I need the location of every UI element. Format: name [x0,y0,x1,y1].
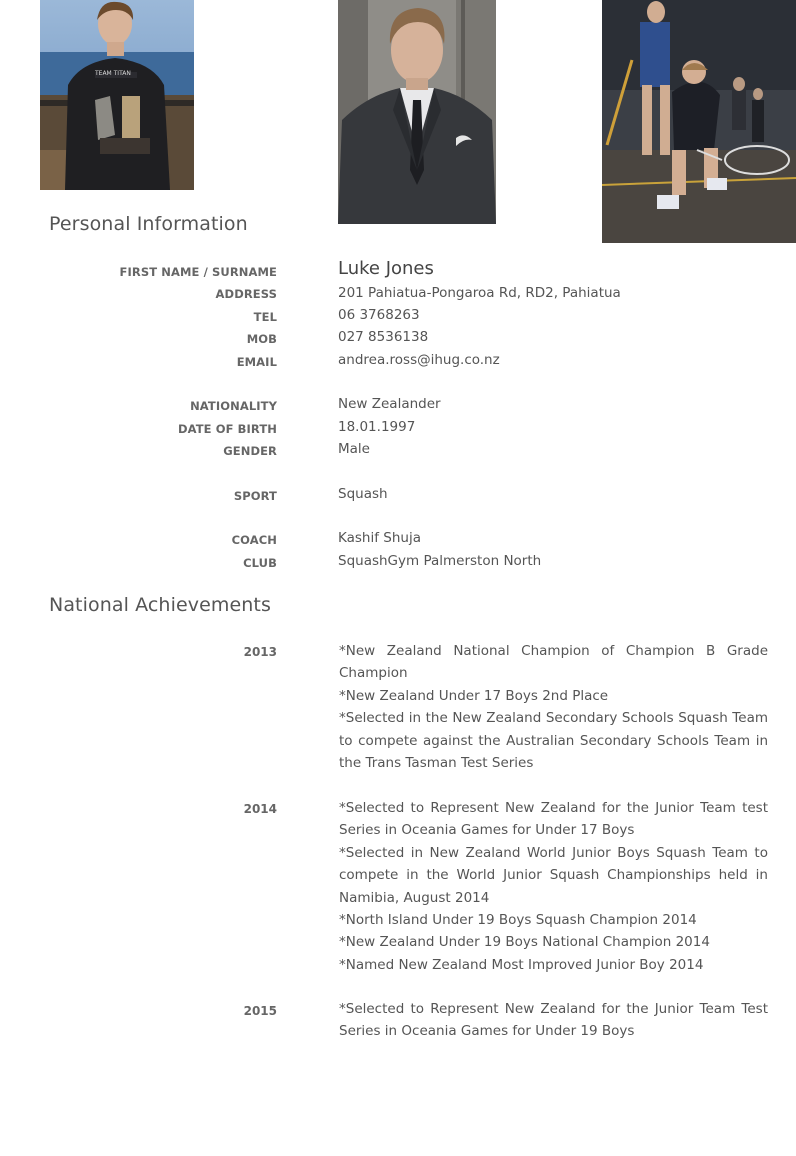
label-mob: MOB [246,332,277,346]
achievement-item: *Named New Zealand Most Improved Junior Boy 2014 [339,956,704,973]
value-name: Luke Jones [338,258,434,279]
label-email: EMAIL [236,355,277,369]
achievement-item: *Selected in the New Zealand Secondary Schools Squash Team to compete against the Australian Secondary Schools Team in the Trans Tasman Test Series [339,710,768,772]
value-mob: 027 8536138 [338,329,429,345]
achievement-year: 2014 [243,802,277,816]
achievement-item: *Selected to Represent New Zealand for the Junior Team test Series in Oceania Games for Under 17 Boys [339,800,768,839]
achievement-year: 2015 [243,1004,277,1018]
value-tel: 06 3768263 [338,307,420,323]
achievement-item: *Selected to Represent New Zealand for the Junior Team Test Series in Oceania Games for Under 19 Boys [339,1001,768,1040]
hoodie-text: TEAM TITAN [95,70,131,77]
label-tel: TEL [253,310,277,324]
label-name: FIRST NAME / SURNAME [119,265,277,279]
label-gender: GENDER [223,444,277,458]
label-dob: DATE OF BIRTH [177,422,277,436]
photo-suit-portrait [338,0,496,224]
label-coach: COACH [231,533,277,547]
label-sport: SPORT [233,489,277,503]
value-sport: Squash [338,486,388,502]
achievement-item: *Selected in New Zealand World Junior Boys Squash Team to compete in the World Junior Squash Championships held in Namibia, August 2014 [339,844,768,906]
value-email[interactable]: andrea.ross@ihug.co.nz [338,352,500,368]
section-title-national: National Achievements [49,594,271,616]
achievement-item: *New Zealand Under 19 Boys National Champion 2014 [339,934,710,951]
value-nationality: New Zealander [338,396,441,412]
label-address: ADDRESS [215,287,277,301]
achievement-list-2014 [339,797,768,976]
label-club: CLUB [243,556,277,570]
achievement-item: *New Zealand Under 17 Boys 2nd Place [339,687,609,704]
achievement-item: *New Zealand National Champion of Champion B Grade Champion [339,643,768,682]
section-title-personal: Personal Information [49,213,248,235]
value-address: 201 Pahiatua-Pongaroa Rd, RD2, Pahiatua [338,285,621,301]
photo-squash-action [602,0,796,243]
label-nationality: NATIONALITY [190,399,277,413]
value-club: SquashGym Palmerston North [338,553,542,569]
value-gender: Male [338,441,370,457]
value-dob: 18.01.1997 [338,419,416,435]
achievement-list-2015 [339,998,768,1043]
achievement-list-2013 [339,640,768,774]
achievement-item: *North Island Under 19 Boys Squash Champion 2014 [339,912,697,929]
achievement-year: 2013 [243,645,277,659]
value-coach: Kashif Shuja [338,530,421,546]
photo-trophy-portrait [40,0,194,190]
